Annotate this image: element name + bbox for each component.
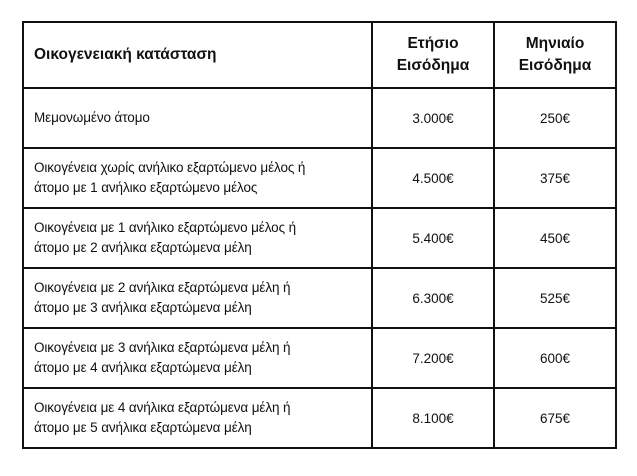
header-annual-income	[372, 22, 494, 88]
annual-income-cell: 7.200€	[372, 328, 494, 388]
table-row	[23, 328, 616, 388]
monthly-income-cell: 375€	[494, 148, 616, 208]
family-status-line: άτομο με 3 ανήλικα εξαρτώμενα μέλη	[34, 300, 252, 315]
income-table	[22, 21, 617, 449]
family-status-line: Μεμονωμένο άτομο	[34, 110, 150, 125]
table-header	[23, 22, 616, 88]
family-status-cell	[23, 268, 372, 328]
header-monthly-income	[494, 22, 616, 88]
family-status-line: Οικογένεια χωρίς ανήλικο εξαρτώμενο μέλος ή	[34, 160, 306, 175]
annual-income-cell: 6.300€	[372, 268, 494, 328]
family-status-cell	[23, 208, 372, 268]
family-status-line: άτομο με 2 ανήλικα εξαρτώμενα μέλη	[34, 240, 252, 255]
monthly-income-cell: 675€	[494, 388, 616, 448]
family-status-line: άτομο με 5 ανήλικα εξαρτώμενα μέλη	[34, 420, 252, 435]
table-row	[23, 268, 616, 328]
family-status-line: Οικογένεια με 4 ανήλικα εξαρτώμενα μέλη ή	[34, 400, 291, 415]
family-status-line: Οικογένεια με 3 ανήλικα εξαρτώμενα μέλη ή	[34, 340, 291, 355]
family-status-cell	[23, 328, 372, 388]
header-family-status: Οικογενειακή κατάσταση	[23, 22, 372, 88]
header-annual-line-1: Ετήσιο	[407, 35, 459, 52]
table-row	[23, 388, 616, 448]
monthly-income-cell: 600€	[494, 328, 616, 388]
family-status-line: Οικογένεια με 1 ανήλικο εξαρτώμενο μέλος ή	[34, 220, 297, 235]
monthly-income-cell: 250€	[494, 88, 616, 148]
header-monthly-line-2: Εισόδημα	[518, 57, 592, 74]
annual-income-cell: 5.400€	[372, 208, 494, 268]
family-status-cell	[23, 388, 372, 448]
header-row	[23, 22, 616, 88]
table-row	[23, 88, 616, 148]
monthly-income-cell: 450€	[494, 208, 616, 268]
table-body	[23, 88, 616, 448]
annual-income-cell: 3.000€	[372, 88, 494, 148]
header-monthly-line-1: Μηνιαίο	[525, 35, 585, 52]
family-status-line: Οικογένεια με 2 ανήλικα εξαρτώμενα μέλη ή	[34, 280, 291, 295]
monthly-income-cell: 525€	[494, 268, 616, 328]
income-table-container	[22, 21, 615, 449]
family-status-cell	[23, 88, 372, 148]
annual-income-cell: 8.100€	[372, 388, 494, 448]
table-row	[23, 208, 616, 268]
table-row	[23, 148, 616, 208]
header-annual-line-2: Εισόδημα	[396, 57, 470, 74]
family-status-line: άτομο με 1 ανήλικο εξαρτώμενο μέλος	[34, 180, 258, 195]
family-status-line: άτομο με 4 ανήλικα εξαρτώμενα μέλη	[34, 360, 252, 375]
annual-income-cell: 4.500€	[372, 148, 494, 208]
family-status-cell	[23, 148, 372, 208]
